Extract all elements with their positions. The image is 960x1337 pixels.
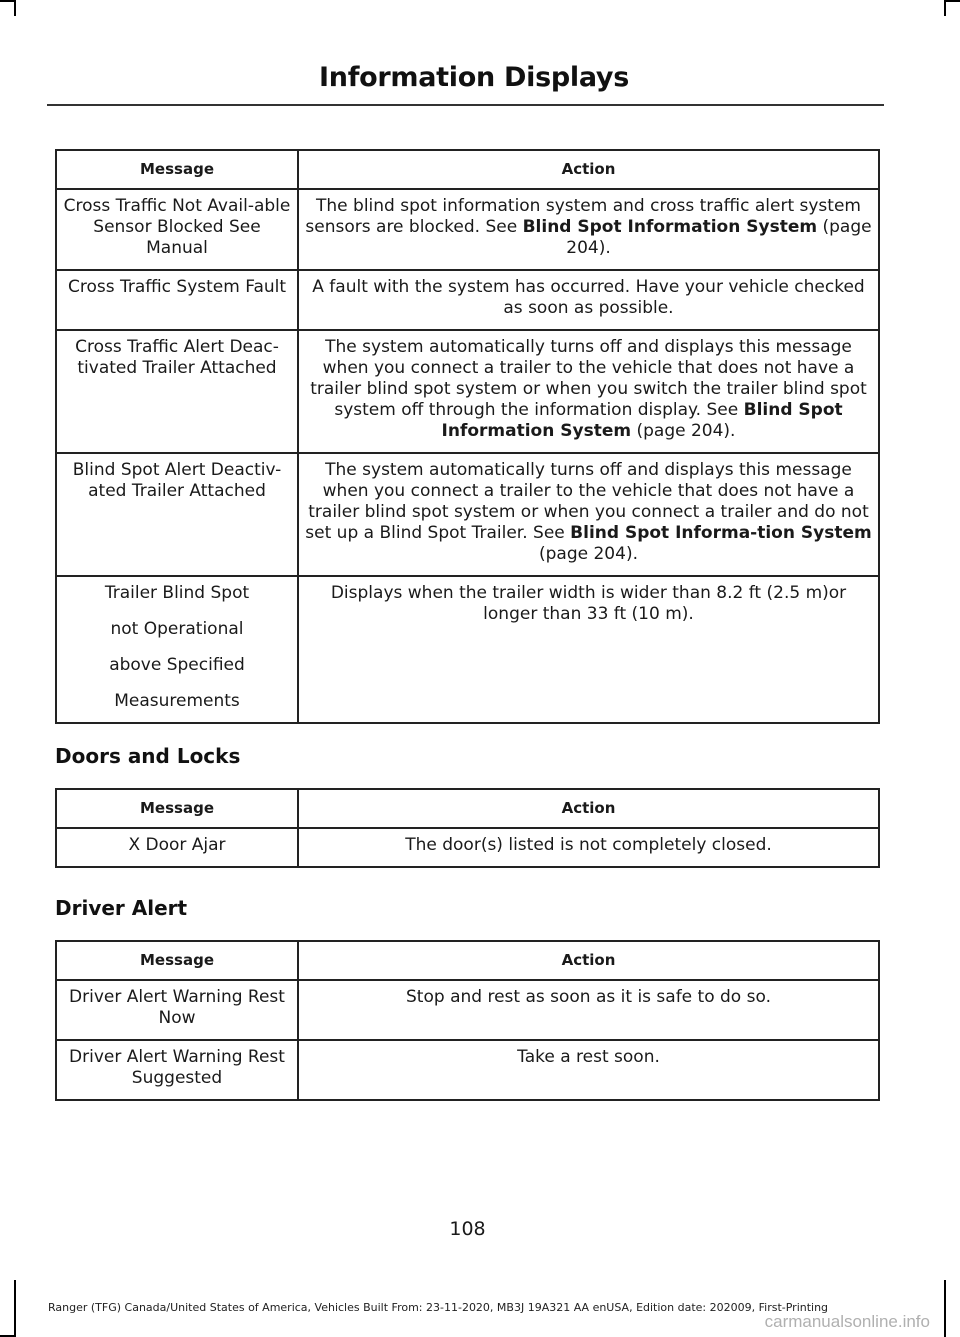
action-text: The system automatically turns off and displays this message when you connect a trailer to the vehicle that does not have a trailer blind spot system or when you switch the trailer blind spot system off through the information display. See	[310, 337, 867, 420]
message-cell: Driver Alert Warning Rest Suggested	[56, 1040, 298, 1100]
section-heading-driver-alert: Driver Alert	[55, 896, 188, 920]
message-cell: Cross Traffic Alert Deac-tivated Trailer Attached	[56, 330, 298, 453]
watermark: carmanualsonline.info	[764, 1312, 930, 1331]
table-header-row	[56, 789, 879, 828]
action-cell: A fault with the system has occurred. Have your vehicle checked as soon as possible.	[298, 270, 879, 330]
column-header-message: Message	[56, 941, 298, 980]
table-row	[56, 189, 879, 270]
cross-reference-link[interactable]: Blind Spot Information System	[441, 400, 843, 441]
message-cell: Cross Traffic Not Avail-able Sensor Blocked See Manual	[56, 189, 298, 270]
page-title: Information Displays	[319, 62, 629, 93]
message-cell: X Door Ajar	[56, 828, 298, 867]
column-header-message: Message	[56, 150, 298, 189]
message-cell: Blind Spot Alert Deactiv-ated Trailer Attached	[56, 453, 298, 576]
table-row	[56, 453, 879, 576]
crop-mark	[944, 1280, 946, 1337]
page-reference: (page 204).	[566, 217, 872, 258]
table-row	[56, 270, 879, 330]
message-cell	[56, 576, 298, 723]
page-number: 108	[449, 1218, 486, 1240]
crop-mark	[0, 0, 14, 2]
action-cell	[298, 330, 879, 453]
cross-reference-link[interactable]: Blind Spot Informa-tion System	[570, 523, 872, 543]
action-cell: The door(s) listed is not completely closed.	[298, 828, 879, 867]
page-reference: (page 204).	[539, 544, 638, 564]
action-cell	[298, 189, 879, 270]
message-line: Measurements	[114, 691, 240, 711]
table-header-row	[56, 941, 879, 980]
cross-reference-link[interactable]: Blind Spot Information System	[522, 217, 818, 237]
message-cell: Driver Alert Warning Rest Now	[56, 980, 298, 1040]
message-line: above Specified	[109, 655, 245, 675]
table-row	[56, 1040, 879, 1100]
footer-edition-info: Ranger (TFG) Canada/United States of America, Vehicles Built From: 23-11-2020, MB3J 19A321 AA enUSA, Edition date: 202009, First-Printing	[48, 1301, 829, 1314]
crop-mark	[944, 0, 946, 16]
messages-table-blind-spot	[55, 149, 880, 724]
column-header-action: Action	[298, 941, 879, 980]
messages-table-doors	[55, 788, 880, 868]
table-row	[56, 576, 879, 723]
action-text: The system automatically turns off and displays this message when you connect a trailer to the vehicle that does not have a trailer blind spot system or when you connect a trailer and do not set up a Blind Spot Trailer. See	[305, 460, 869, 543]
page-reference: (page 204).	[631, 421, 736, 441]
crop-mark	[14, 1280, 16, 1337]
action-cell: Displays when the trailer width is wider than 8.2 ft (2.5 m)or longer than 33 ft (10 m).	[298, 576, 879, 723]
message-line: not Operational	[110, 619, 244, 639]
crop-mark	[946, 0, 960, 2]
table-row	[56, 980, 879, 1040]
action-text: The blind spot information system and cross traffic alert system sensors are blocked. See	[305, 196, 861, 237]
action-cell: Take a rest soon.	[298, 1040, 879, 1100]
messages-table-driver-alert	[55, 940, 880, 1101]
column-header-action: Action	[298, 789, 879, 828]
crop-mark	[14, 0, 16, 16]
column-header-message: Message	[56, 789, 298, 828]
table-header-row	[56, 150, 879, 189]
action-cell: Stop and rest as soon as it is safe to do so.	[298, 980, 879, 1040]
header-divider	[47, 104, 884, 106]
message-cell: Cross Traffic System Fault	[56, 270, 298, 330]
table-row	[56, 828, 879, 867]
column-header-action: Action	[298, 150, 879, 189]
message-line: Trailer Blind Spot	[104, 583, 250, 603]
action-cell	[298, 453, 879, 576]
table-row	[56, 330, 879, 453]
section-heading-doors-and-locks: Doors and Locks	[55, 744, 241, 768]
